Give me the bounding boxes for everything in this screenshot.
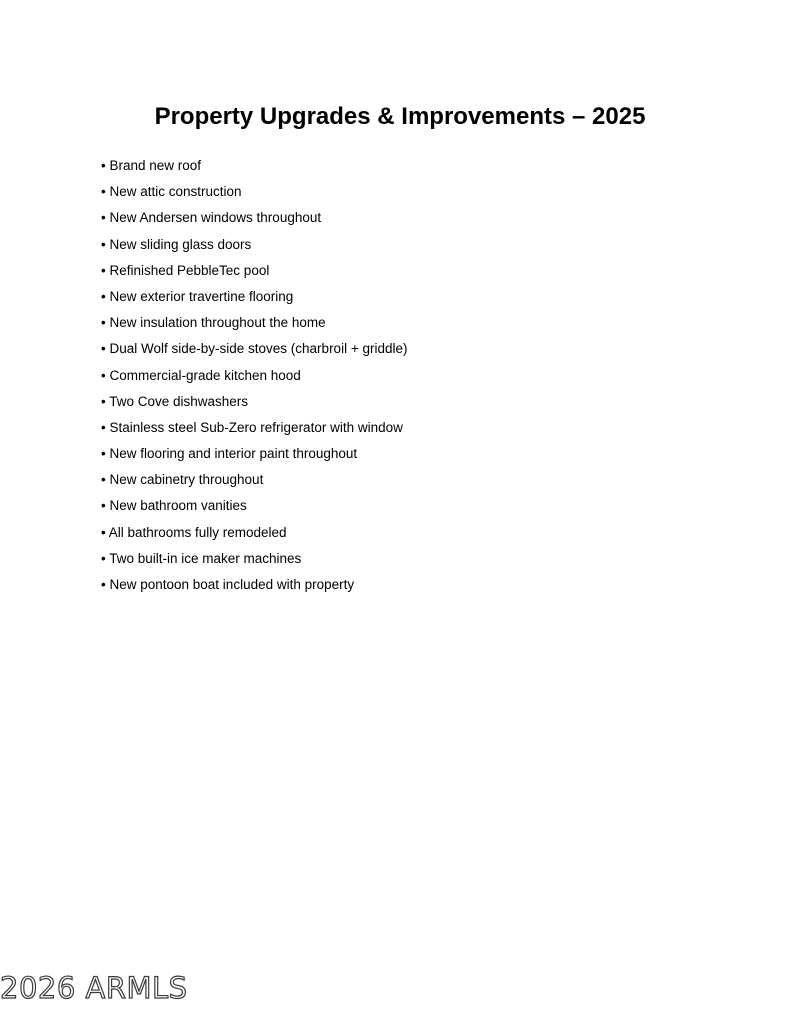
list-item: • New cabinetry throughout — [101, 472, 264, 488]
list-item: • New exterior travertine flooring — [101, 288, 294, 304]
document-title: Property Upgrades & Improvements – 2025 — [154, 103, 646, 130]
list-item: • New attic construction — [101, 184, 242, 200]
list-item: • New sliding glass doors — [101, 236, 252, 252]
list-item: • New Andersen windows throughout — [101, 210, 322, 226]
list-item: • All bathrooms fully remodeled — [101, 524, 287, 540]
list-item: • Two built-in ice maker machines — [101, 550, 302, 566]
list-item: • Commercial-grade kitchen hood — [101, 367, 301, 383]
list-item: • Stainless steel Sub-Zero refrigerator with window — [101, 419, 403, 435]
upgrades-list — [101, 153, 407, 598]
list-item: • New pontoon boat included with property — [101, 577, 355, 592]
list-item: • New insulation throughout the home — [101, 315, 326, 331]
copyright-watermark: 2026 ARMLS — [0, 971, 188, 1005]
list-item: • Dual Wolf side-by-side stoves (charbroil + griddle) — [101, 341, 408, 357]
list-item: • New flooring and interior paint throughout — [101, 446, 358, 462]
list-item: • Refinished PebbleTec pool — [101, 262, 270, 278]
list-item: • New bathroom vanities — [101, 498, 247, 514]
list-item: • Two Cove dishwashers — [101, 393, 249, 409]
list-item: • Brand new roof — [101, 158, 202, 173]
